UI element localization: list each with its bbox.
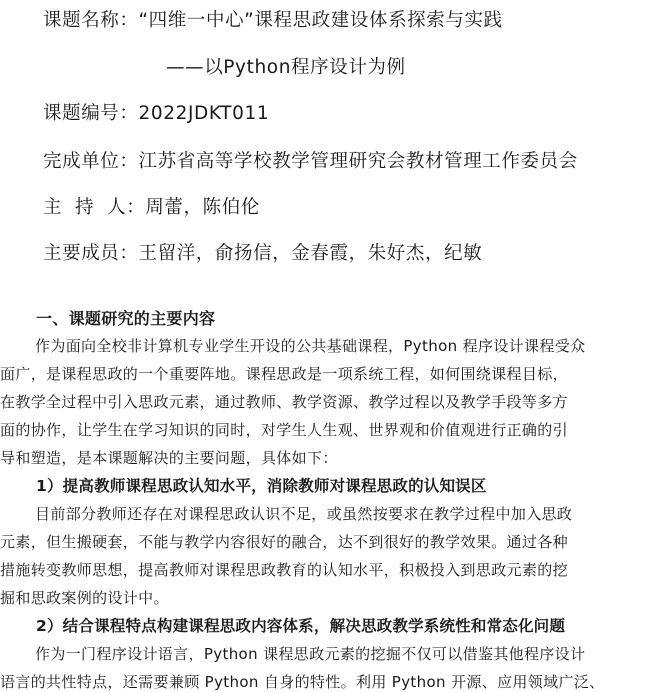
project-title: 课题名称：“四维一中心”课程思政建设体系探索与实践 — [43, 10, 503, 31]
paragraph-line: 面的协作，让学生在学习知识的同时，对学生人生观、世界观和价值观进行正确的引 — [0, 421, 568, 439]
paragraph-line: 作为一门程序设计语言，Python 课程思政元素的挖掘不仅可以借鉴其他程序设计 — [35, 645, 586, 663]
paragraph-line: 作为面向全校非计算机专业学生开设的公共基础课程，Python 程序设计课程受众 — [35, 337, 586, 355]
project-members: 主要成员：王留洋，俞扬信，金春霞，朱好杰，纪敏 — [43, 243, 483, 264]
project-subtitle: ——以Python程序设计为例 — [166, 57, 406, 78]
project-host: 主 持 人：周蕾，陈伯伦 — [43, 197, 260, 218]
paragraph-line: 在教学全过程中引入思政元素，通过教师、教学资源、教学过程以及教学手段等多方 — [0, 393, 568, 411]
paragraph-line: 掘和思政案例的设计中。 — [0, 589, 169, 607]
project-number: 课题编号：2022JDKT011 — [43, 103, 270, 124]
section-heading: 一、课题研究的主要内容 — [36, 309, 216, 328]
paragraph-line: 元素，但生搬硬套，不能与教学内容很好的融合，达不到很好的教学效果。通过各种 — [0, 533, 568, 551]
item-heading: 1）提高教师课程思政认知水平，消除教师对课程思政的认知误区 — [36, 477, 487, 495]
paragraph-line: 语言的共性特点，还需要兼顾 Python 自身的特性。利用 Python 开源、应用领域广泛、 — [0, 673, 605, 691]
paragraph-line: 措施转变教师思想，提高教师对课程思政教育的认知水平，积极投入到思政元素的挖 — [0, 561, 568, 579]
completion-unit: 完成单位：江苏省高等学校教学管理研究会教材管理工作委员会 — [43, 151, 578, 172]
paragraph-line: 导和塑造，是本课题解决的主要问题，具体如下： — [0, 449, 338, 467]
paragraph-line: 目前部分教师还存在对课程思政认识不足，或虽然按要求在教学过程中加入思政 — [35, 505, 573, 523]
paragraph-line: 面广，是课程思政的一个重要阵地。课程思政是一项系统工程，如何围绕课程目标， — [0, 365, 568, 383]
item-heading: 2）结合课程特点构建课程思政内容体系，解决思政教学系统性和常态化问题 — [36, 617, 566, 635]
